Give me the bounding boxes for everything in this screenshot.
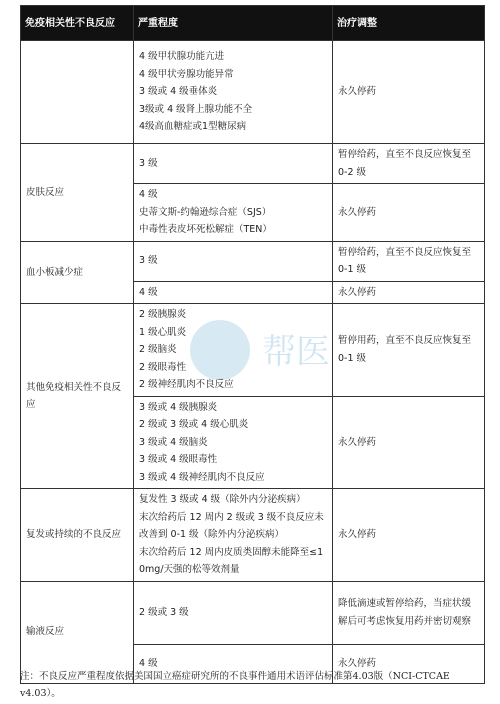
severity-line: 3 级或 4 级眼毒性 bbox=[139, 454, 218, 465]
severity-line: 4 级 bbox=[139, 189, 158, 200]
severity-cell bbox=[134, 144, 333, 184]
severity-cell bbox=[134, 41, 333, 144]
severity-line: 2 级胰腺炎 bbox=[139, 309, 187, 320]
severity-line: 4 级甲状旁腺功能异常 bbox=[139, 68, 234, 80]
action-cell: 永久停药 bbox=[333, 281, 485, 304]
severity-line: 2 级眼毒性 bbox=[139, 361, 187, 373]
severity-line: 4 级 bbox=[139, 286, 158, 298]
footnote: 注：不良反应严重程度依据美国国立癌症研究所的不良事件通用术语评估标准第4.03版（NCI-CTCAE v4.03）。 bbox=[20, 671, 450, 699]
severity-cell bbox=[134, 281, 333, 304]
severity-line: 3 级或 4 级胰腺炎 bbox=[139, 401, 218, 413]
header-row bbox=[21, 6, 485, 41]
severity-line: 2 级神经肌肉不良反应 bbox=[139, 379, 234, 390]
header-category: 免疫相关性不良反应 bbox=[21, 6, 134, 41]
table-row bbox=[21, 581, 485, 644]
severity-line: 复发性 3 级或 4 级（除外内分泌疾病） bbox=[139, 494, 306, 505]
category-cell: 复发或持续的不良反应 bbox=[21, 489, 134, 582]
severity-cell bbox=[134, 396, 333, 489]
action-cell: 永久停药 bbox=[333, 184, 485, 242]
category-cell: 输液反应 bbox=[21, 581, 134, 683]
action-cell: 暂停给药，直至不良反应恢复至 0-1 级 bbox=[333, 241, 485, 281]
severity-line: 1 级心肌炎 bbox=[139, 326, 187, 338]
action-cell: 降低滴速或暂停给药，当症状缓解后可考虑恢复用药并密切观察 bbox=[333, 581, 485, 644]
severity-line: 3 级 bbox=[139, 255, 158, 267]
severity-cell bbox=[134, 184, 333, 242]
table-row bbox=[21, 489, 485, 582]
severity-line: 3 级 bbox=[139, 157, 158, 169]
table-row bbox=[21, 304, 485, 397]
severity-line: 3 级或 4 级神经肌肉不良反应 bbox=[139, 471, 265, 483]
header-severity: 严重程度 bbox=[134, 6, 333, 41]
action-cell: 永久停药 bbox=[333, 489, 485, 582]
table-row bbox=[21, 144, 485, 184]
category-cell bbox=[21, 41, 134, 144]
severity-line: 末次给药后 12 周内皮质类固醇未能降至≤10mg/天强的松等效剂量 bbox=[139, 546, 324, 575]
severity-line: 2 级脑炎 bbox=[139, 344, 177, 355]
severity-line: 4级高血糖症或1型糖尿病 bbox=[139, 121, 247, 133]
severity-line: 2 级或 3 级 bbox=[139, 606, 189, 618]
category-cell: 血小板减少症 bbox=[21, 241, 134, 304]
severity-cell bbox=[134, 241, 333, 281]
watermark-text: 帮医 bbox=[262, 332, 330, 372]
adverse-reaction-table bbox=[20, 5, 485, 684]
action-cell: 暂停给药，直至不良反应恢复至 0-2 级 bbox=[333, 144, 485, 184]
severity-line: 末次给药后 12 周内 2 级或 3 级不良反应未改善到 0-1 级（除外内分泌疾病） bbox=[139, 511, 324, 540]
severity-line: 3 级或 4 级垂体炎 bbox=[139, 86, 218, 98]
action-cell: 永久停药 bbox=[333, 644, 485, 683]
action-cell: 永久停药 bbox=[333, 396, 485, 489]
severity-cell bbox=[134, 489, 333, 582]
severity-line: 2 级或 3 级或 4 级心肌炎 bbox=[139, 419, 249, 430]
severity-line: 4 级甲状腺功能亢进 bbox=[139, 51, 225, 63]
severity-line: 3级或 4 级肾上腺功能不全 bbox=[139, 103, 253, 115]
table-row bbox=[21, 241, 485, 281]
header-action: 治疗调整 bbox=[333, 6, 485, 41]
action-cell: 永久停药 bbox=[333, 41, 485, 144]
category-cell: 其他免疫相关性不良反应 bbox=[21, 304, 134, 489]
action-cell: 暂停用药，直至不良反应恢复至 0-1 级 bbox=[333, 304, 485, 397]
severity-line: 史蒂文斯-约翰逊综合症（SJS） bbox=[139, 206, 272, 218]
severity-line: 3 级或 4 级脑炎 bbox=[139, 436, 208, 448]
severity-cell bbox=[134, 304, 333, 397]
category-cell: 皮肤反应 bbox=[21, 144, 134, 242]
table-row bbox=[21, 41, 485, 144]
severity-cell bbox=[134, 581, 333, 644]
severity-line: 4 级 bbox=[139, 657, 158, 669]
severity-line: 中毒性表皮坏死松解症（TEN） bbox=[139, 224, 272, 235]
